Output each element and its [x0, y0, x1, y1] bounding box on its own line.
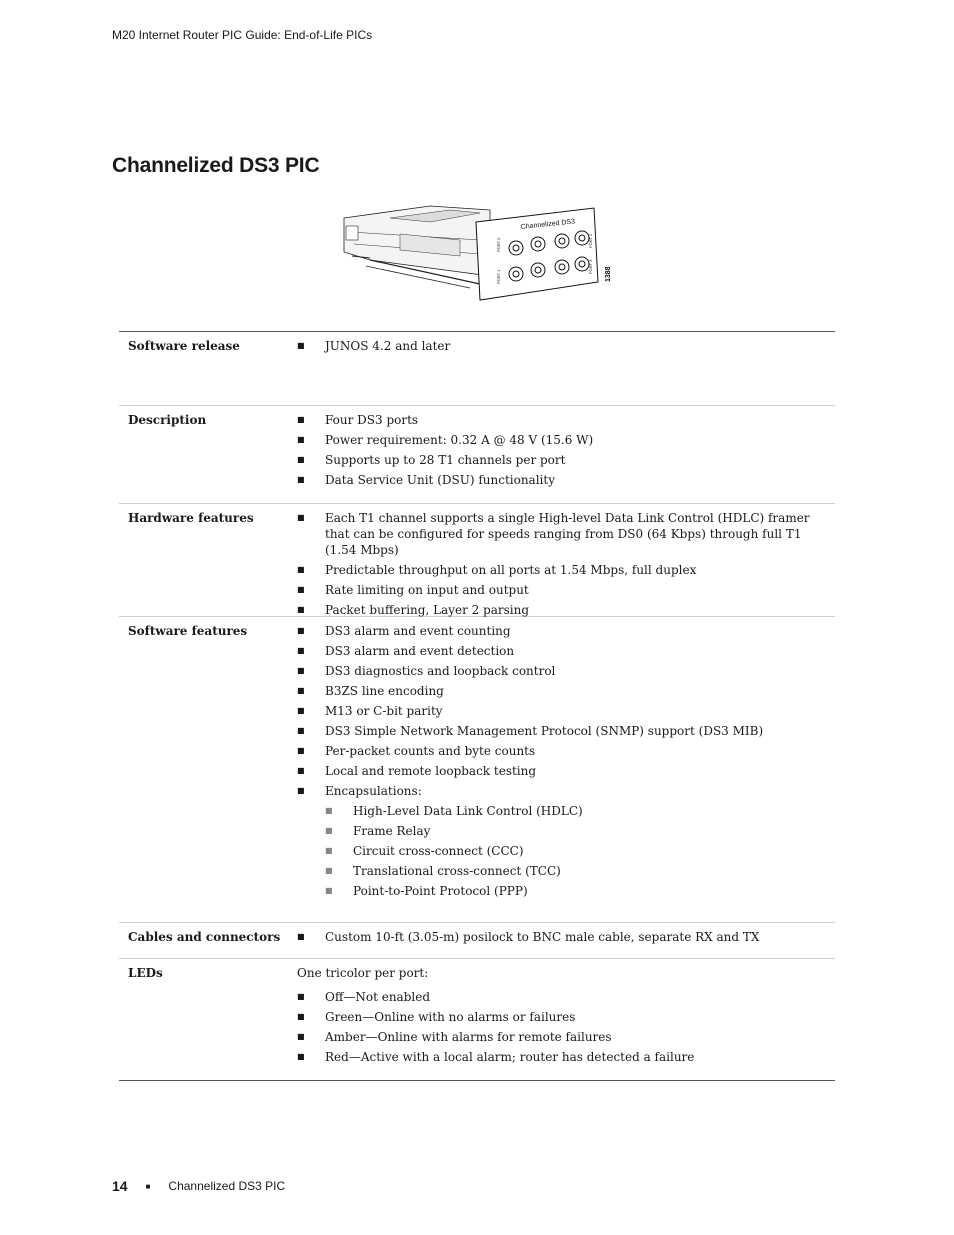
row-software-features [119, 617, 835, 923]
port-label: PORT 3 [588, 259, 593, 274]
row-content [287, 617, 835, 922]
list-item: ■ Red—Active with a local alarm; router has detected a failure [297, 1050, 695, 1064]
list-item: ■ M13 or C-bit parity [297, 704, 443, 718]
spec-table [119, 331, 835, 1081]
list-item: ■ DS3 Simple Network Management Protocol (SNMP) support (DS3 MIB) [297, 724, 764, 738]
list-item: ■ Packet buffering, Layer 2 parsing [297, 603, 530, 617]
leds-intro: One tricolor per port: [297, 966, 429, 980]
page-footer [112, 1178, 285, 1194]
list-item: ■ DS3 diagnostics and loopback control [297, 664, 556, 678]
list-item: ■ B3ZS line encoding [297, 684, 444, 698]
list-item: ■ DS3 alarm and event counting [297, 624, 511, 638]
list-item: ■ Four DS3 ports [297, 413, 419, 427]
row-hardware-features [119, 504, 835, 617]
sub-list-item: ■ High-Level Data Link Control (HDLC) [325, 804, 583, 818]
row-content [287, 959, 835, 1080]
row-description [119, 406, 835, 504]
row-label: Software release [128, 339, 240, 353]
pic-illustration [340, 204, 620, 304]
separator-square-icon: ■ [145, 1181, 151, 1191]
row-label: Description [128, 413, 207, 427]
row-leds [119, 959, 835, 1081]
page-number: 14 [112, 1178, 128, 1194]
list-item: ■ Amber—Online with alarms for remote failures [297, 1030, 612, 1044]
list-item: ■ Encapsulations: [297, 784, 422, 798]
port-label: PORT 1 [496, 269, 501, 284]
list-item: ■ Each T1 channel supports a single High-level Data Link Control (HDLC) framer that can be configured for speeds ranging from DS0 (64 Kbps) through full T1 (1.54 Mbps) [297, 511, 810, 557]
list-item: ■ Custom 10-ft (3.05-m) posilock to BNC male cable, separate RX and TX [297, 930, 760, 944]
list-item: ■ Local and remote loopback testing [297, 764, 537, 778]
row-label: LEDs [128, 966, 163, 980]
running-header: M20 Internet Router PIC Guide: End-of-Life PICs [112, 28, 373, 42]
list-item: ■ Supports up to 28 T1 channels per port [297, 453, 566, 467]
list-item: ■ Green—Online with no alarms or failures [297, 1010, 576, 1024]
faceplate-label: Channelized DS3 [520, 218, 576, 231]
row-label: Hardware features [128, 511, 254, 525]
sub-list-item: ■ Translational cross-connect (TCC) [325, 864, 561, 878]
list-item: ■ Rate limiting on input and output [297, 583, 529, 597]
row-label: Software features [128, 624, 248, 638]
list-item: ■ Power requirement: 0.32 A @ 48 V (15.6 W) [297, 433, 594, 447]
footer-section: Channelized DS3 PIC [168, 1179, 286, 1193]
port-label: PORT 0 [496, 237, 501, 252]
page-title: Channelized DS3 PIC [112, 154, 320, 177]
row-cables [119, 923, 835, 959]
sub-list-item: ■ Point-to-Point Protocol (PPP) [325, 884, 528, 898]
row-content [287, 406, 835, 503]
row-content [287, 332, 835, 405]
figure-number: 1388 [605, 266, 612, 282]
row-label: Cables and connectors [128, 930, 281, 944]
sub-list-item: ■ Circuit cross-connect (CCC) [325, 844, 524, 858]
list-item: ■ Predictable throughput on all ports at 1.54 Mbps, full duplex [297, 563, 697, 577]
list-item: ■ DS3 alarm and event detection [297, 644, 515, 658]
list-item: ■ Off—Not enabled [297, 990, 431, 1004]
row-software-release [119, 332, 835, 406]
sub-list-item: ■ Frame Relay [325, 824, 431, 838]
list-item: ■ JUNOS 4.2 and later [297, 339, 451, 353]
port-label: PORT 2 [588, 233, 593, 248]
row-content [287, 504, 835, 616]
list-item: ■ Per-packet counts and byte counts [297, 744, 536, 758]
list-item: ■ Data Service Unit (DSU) functionality [297, 473, 555, 487]
row-content [287, 923, 835, 958]
